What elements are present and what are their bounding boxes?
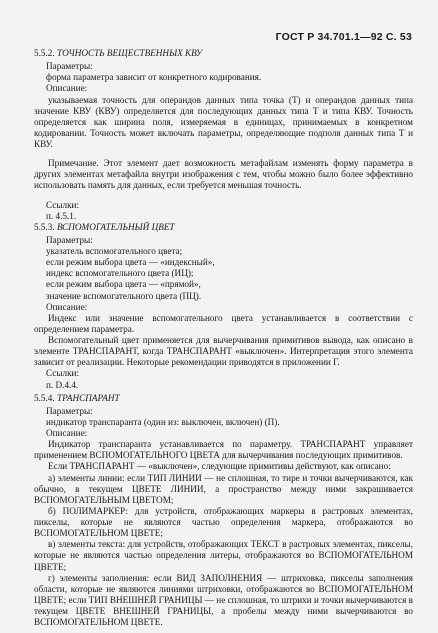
- section-title: ТРАНСПАРАНТ: [56, 392, 120, 403]
- document-body: [34, 46, 413, 628]
- section-number: 5.5.4.: [34, 392, 55, 403]
- paragraph: Если ТРАНСПАРАНТ — «выключен», следующие примитивы действуют, как описано:: [48, 461, 391, 472]
- paragraph: Описание:: [46, 83, 88, 94]
- paragraph: Описание:: [46, 428, 88, 438]
- paragraph: указываемая точность для операндов данных типа точка (Т) и операндов данных типа значение КВУ (КВУ) определяется для последующих данных типа Т и типа КВУ. Точность определяется как ширина поля, измеряемая в единицах, принимаемых в конкретном кодировании. Точность может включать параметры, определяющие подполя данных типа Т и КВУ.: [34, 94, 413, 149]
- paragraph: индикатор транспаранта (один из: выключен, включен) (П).: [46, 416, 280, 427]
- section-title: ВСПОМОГАТЕЛЬНЫЙ ЦВЕТ: [56, 221, 175, 232]
- paragraph: Ссылки:: [46, 368, 80, 379]
- paragraph: б) ПОЛИМАРКЕР: для устройств, отображающих маркеры в растровых элементах, пикселы, которые не являются частью определения маркера, отображаются во ВСПОМОГАТЕЛЬНОМ ЦВЕТЕ;: [34, 505, 413, 539]
- paragraph: п. 4.5.1.: [46, 210, 77, 221]
- section-heading: [34, 222, 413, 233]
- paragraph: если режим выбора цвета — «прямой»,: [46, 279, 201, 290]
- section-heading: [34, 393, 413, 404]
- section-number: 5.5.2.: [34, 48, 55, 58]
- paragraph: в) элементы текста: для устройств, отображающих ТЕКСТ в растровых элементах, пикселы, которые не являются частью определения литеры, отображаются во ВСПОМОГАТЕЛЬНОМ ЦВЕТЕ;: [34, 539, 413, 572]
- section-heading: [34, 48, 413, 59]
- section-title: ТОЧНОСТЬ ВЕЩЕСТВЕННЫХ КВУ: [56, 48, 203, 58]
- section-number: 5.5.3.: [34, 221, 55, 232]
- paragraph: Параметры:: [46, 405, 93, 416]
- paragraph: указатель вспомогательного цвета;: [46, 246, 183, 256]
- paragraph: а) элементы линии: если ТИП ЛИНИИ — не сплошная, то тире и точки вычерчиваются, как обычно, в текущем ЦВЕТЕ ЛИНИИ, а пространство между ними закрашивается ВСПОМОГАТЕЛЬНЫМ ЦВЕТОМ;: [34, 472, 413, 505]
- paragraph: значение вспомогательного цвета (ПЦ).: [46, 290, 202, 301]
- paragraph: Вспомогательный цвет применяется для вычерчивания примитивов вывода, как описано в элементе ТРАНСПАРАНТ, когда ТРАНСПАРАНТ «выключен». Интерпретация этого элемента зависит от реализации. Некоторые рекомендации приводятся в приложении Г.: [34, 335, 413, 368]
- paragraph: Примечание. Этот элемент дает возможность метафайлам изменять форму параметра в других элементах метафайла внутри изображения с тем, чтобы можно было более эффективно использовать память для данных, если требуется меньшая точность.: [34, 158, 413, 191]
- paragraph: п. D.4.4.: [46, 379, 79, 390]
- paragraph: Индикатор транспаранта устанавливается по параметру. ТРАНСПАРАНТ управляет применением ВСПОМОГАТЕЛЬНОГО ЦВЕТА для вычерчивания последующих примитивов.: [34, 439, 413, 461]
- paragraph: Параметры:: [46, 234, 93, 245]
- paragraph: г) элементы заполнения: если ВИД ЗАПОЛНЕНИЯ — штриховка, пикселы заполнения области, которые не являются линиями штриховки, отображаются во ВСПОМОГАТЕЛЬНОМ ЦВЕТЕ; если ТИП ВНЕШНЕЙ ГРАНИЦЫ — не сплошная, то штрихи и точки вычерчиваются в текущем ЦВЕТЕ ВНЕШНЕЙ ГРАНИЦЫ, а пробелы между ними вычерчиваются во ВСПОМОГАТЕЛЬНОМ ЦВЕТЕ.: [34, 572, 413, 628]
- paragraph: Параметры:: [46, 61, 93, 72]
- paragraph: Ссылки:: [46, 199, 80, 210]
- paragraph: Индекс или значение вспомогательного цвета устанавливается в соответствии с определением параметра.: [34, 312, 413, 334]
- paragraph: если режим выбора цвета — «индексный»,: [46, 257, 215, 268]
- paragraph: Описание:: [46, 301, 88, 312]
- page-header: ГОСТ Р 34.701.1—92 С. 53: [275, 31, 412, 43]
- paragraph: форма параметра зависит от конкретного кодирования.: [46, 72, 262, 83]
- paragraph: индекс вспомогательного цвета (ИЦ);: [46, 268, 194, 279]
